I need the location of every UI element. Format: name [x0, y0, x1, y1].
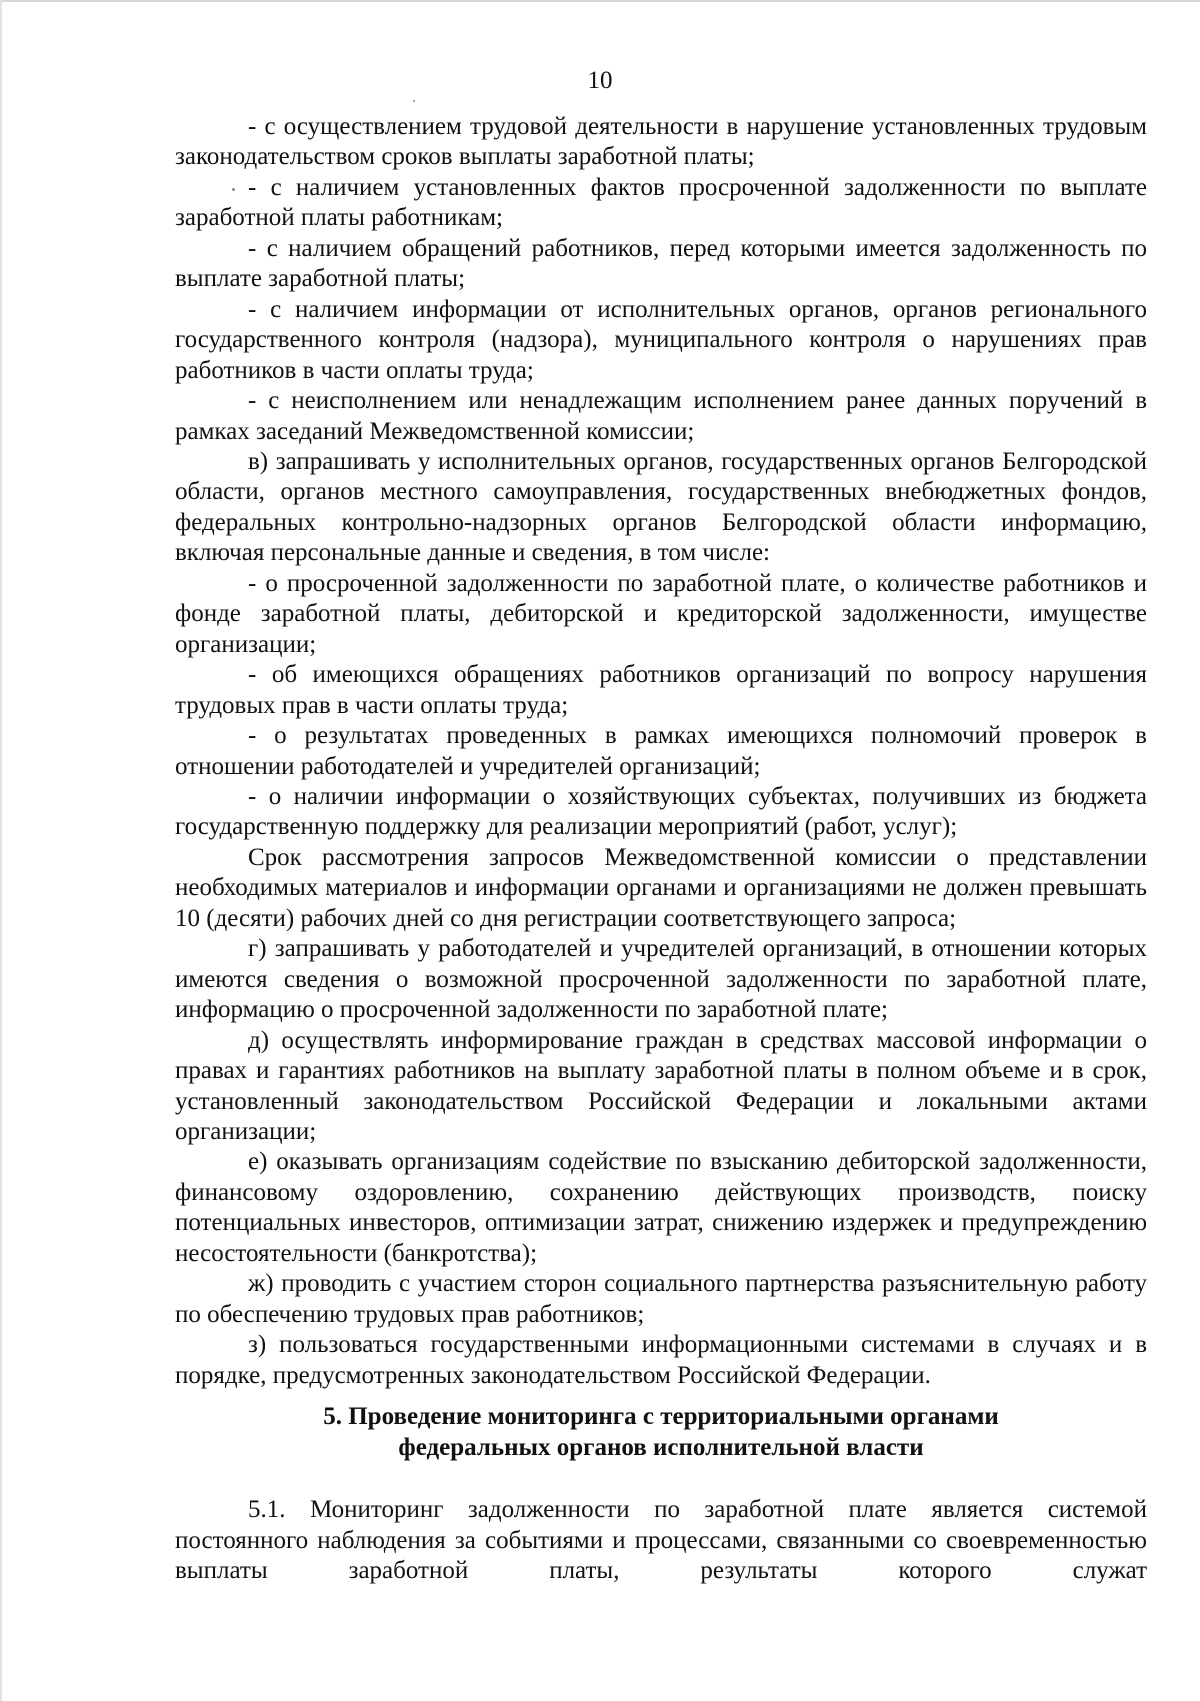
- section-heading-line-1: 5. Проведение мониторинга с территориальными органами: [323, 1403, 999, 1430]
- section-heading: [175, 1402, 1147, 1463]
- paragraph: - о наличии информации о хозяйствующих субъектах, получивших из бюджета государственную поддержку для реализации мероприятий (работ, услуг);: [175, 782, 1147, 841]
- paragraph: ж) проводить с участием сторон социального партнерства разъяснительную работу по обеспечению трудовых прав работников;: [175, 1270, 1147, 1328]
- scan-edge-left: [0, 0, 2, 1701]
- page-number: 10: [587, 67, 613, 94]
- section-heading-line-2: федеральных органов исполнительной власти: [398, 1433, 924, 1461]
- scan-speck: [232, 188, 235, 191]
- scan-edge-top: [0, 0, 1200, 2]
- paragraph: - об имеющихся обращениях работников организаций по вопросу нарушения трудовых прав в части оплаты труда;: [175, 661, 1147, 719]
- paragraph: е) оказывать организациям содействие по взысканию дебиторской задолженности, финансовому оздоровлению, сохранению действующих производств, поиску потенциальных инвесторов, оптимизации затрат, снижению издержек и предупреждению несостоятельности (банкротства);: [175, 1148, 1147, 1267]
- paragraph: Срок рассмотрения запросов Межведомственной комиссии о представлении необходимых материалов и информации органами и организациями не должен превышать 10 (десяти) рабочих дней со дня регистрации соответствующего запроса;: [175, 843, 1147, 932]
- scan-speck: [413, 100, 415, 102]
- paragraph: - с наличием установленных фактов просроченной задолженности по выплате заработной платы работникам;: [175, 173, 1147, 232]
- paragraph: - с наличием обращений работников, перед которыми имеется задолженность по выплате заработной платы;: [175, 234, 1147, 293]
- paragraph: - с наличием информации от исполнительных органов, органов регионального государственного контроля (надзора), муниципального контроля о нарушениях прав работников в части оплаты труда;: [175, 295, 1147, 384]
- paragraph: - о просроченной задолженности по заработной плате, о количестве работников и фонде заработной платы, дебиторской и кредиторской задолженности, имуществе организации;: [175, 569, 1147, 658]
- main-body-text: [175, 112, 1147, 1391]
- paragraph: - о результатах проведенных в рамках имеющихся полномочий проверок в отношении работодателей и учредителей организаций;: [175, 722, 1147, 780]
- paragraph: г) запрашивать у работодателей и учредителей организаций, в отношении которых имеются сведения о возможной просроченной задолженности по заработной плате, информацию о просроченной задолженности по заработной плате;: [175, 935, 1147, 1024]
- section-paragraph: 5.1. Мониторинг задолженности по заработной плате является системой постоянного наблюдения за событиями и процессами, связанными со своевременностью выплаты заработной платы, результаты которого служат: [175, 1496, 1147, 1584]
- paragraph: в) запрашивать у исполнительных органов, государственных органов Белгородской области, органов местного самоуправления, государственных внебюджетных фондов, федеральных контрольно-надзорных органов Белгородской области информацию, включая персональные данные и сведения, в том числе:: [175, 447, 1147, 567]
- paragraph: - с неисполнением или ненадлежащим исполнением ранее данных поручений в рамках заседаний Межведомственной комиссии;: [175, 387, 1147, 445]
- paragraph: - с осуществлением трудовой деятельности в нарушение установленных трудовым законодательством сроков выплаты заработной платы;: [175, 113, 1147, 171]
- section-body-text: [175, 1495, 1147, 1587]
- paragraph: д) осуществлять информирование граждан в средствах массовой информации о правах и гарантиях работников на выплату заработной платы в полном объеме и в срок, установленный законодательством Российской Федерации и локальными актами организации;: [175, 1026, 1147, 1145]
- paragraph: з) пользоваться государственными информационными системами в случаях и в порядке, предусмотренных законодательством Российской Федерации.: [175, 1331, 1147, 1389]
